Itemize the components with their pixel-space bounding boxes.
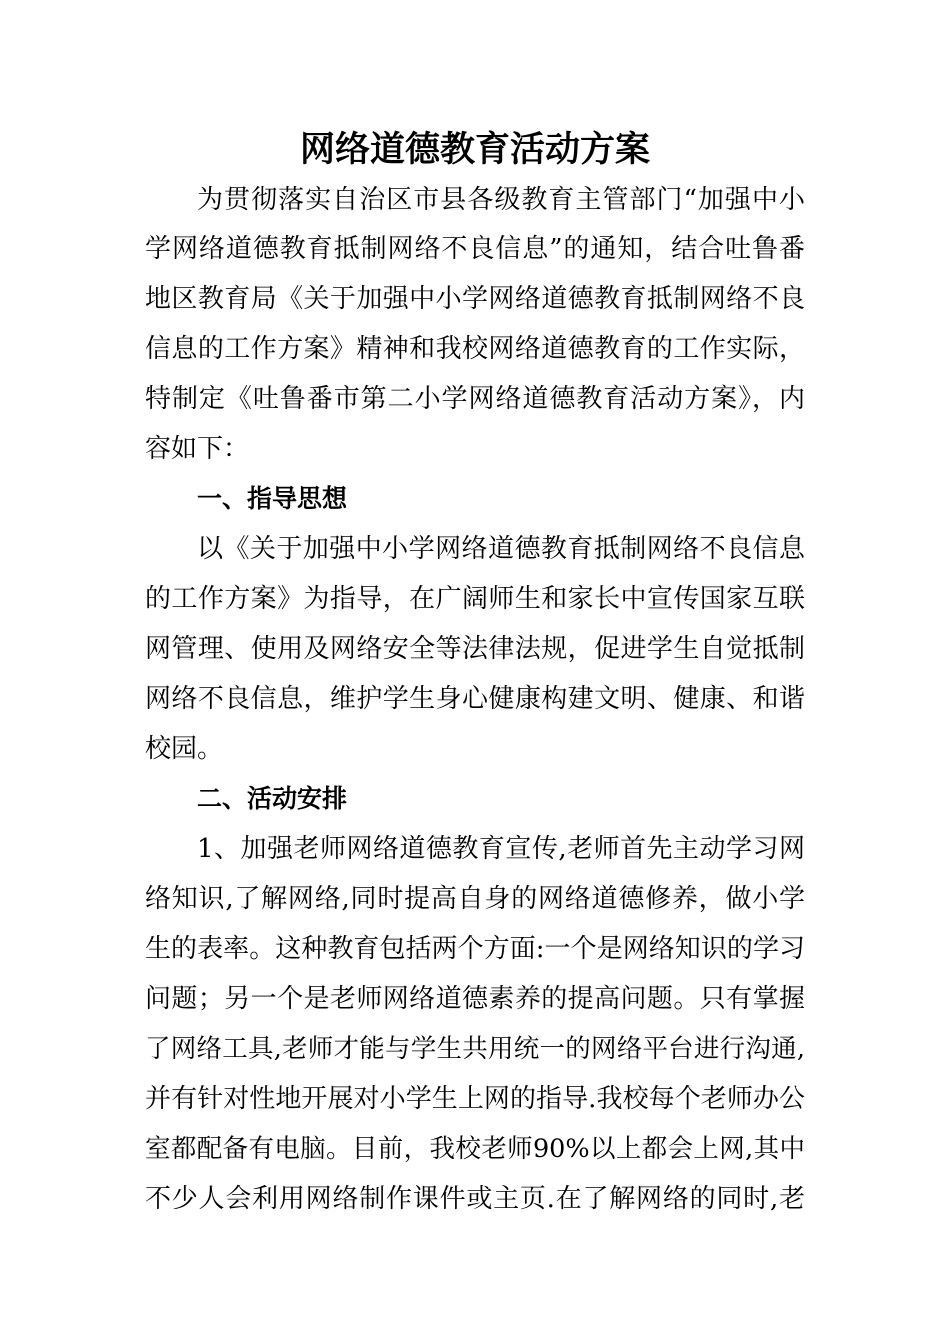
document-title: 网络道德教育活动方案	[299, 130, 650, 170]
intro-line: 信息的工作方案》精神和我校网络道德教育的工作实际，	[145, 334, 805, 364]
section1-line: 网络不良信息，维护学生身心健康构建文明、健康、和谐	[145, 684, 805, 714]
section2-line: 1、加强老师网络道德教育宣传,老师首先主动学习网	[197, 834, 805, 864]
section2-line: 不少人会利用网络制作课件或主页.在了解网络的同时,老	[145, 1184, 805, 1214]
intro-line: 学网络道德教育抵制网络不良信息”的通知，结合吐鲁番	[145, 234, 805, 264]
section1-line: 以《关于加强中小学网络道德教育抵制网络不良信息	[197, 534, 805, 564]
intro-line: 容如下：	[145, 434, 250, 464]
section2-line: 问题；另一个是老师网络道德素养的提高问题。只有掌握	[145, 984, 805, 1014]
section1-line: 的工作方案》为指导，在广阔师生和家长中宣传国家互联	[145, 584, 805, 614]
section2-line: 生的表率。这种教育包括两个方面:一个是网络知识的学习	[145, 934, 805, 964]
intro-line: 地区教育局《关于加强中小学网络道德教育抵制网络不良	[145, 284, 805, 314]
section2-line: 了网络工具,老师才能与学生共用统一的网络平台进行沟通,	[145, 1034, 805, 1064]
section2-line: 络知识,了解网络,同时提高自身的网络道德修养，做小学	[145, 884, 805, 914]
intro-line: 特制定《吐鲁番市第二小学网络道德教育活动方案》，内	[145, 384, 805, 414]
section2-line: 室都配备有电脑。目前，我校老师90%以上都会上网,其中	[145, 1134, 805, 1164]
section1-line: 校园。	[145, 734, 224, 764]
section1-line: 网管理、使用及网络安全等法律法规，促进学生自觉抵制	[145, 634, 805, 664]
section-heading-guiding-thought: 一、指导思想	[197, 484, 348, 513]
section2-line: 并有针对性地开展对小学生上网的指导.我校每个老师办公	[145, 1084, 805, 1114]
intro-line: 为贯彻落实自治区市县各级教育主管部门“加强中小	[197, 185, 805, 215]
section-heading-activity-arrangement: 二、活动安排	[197, 784, 348, 813]
